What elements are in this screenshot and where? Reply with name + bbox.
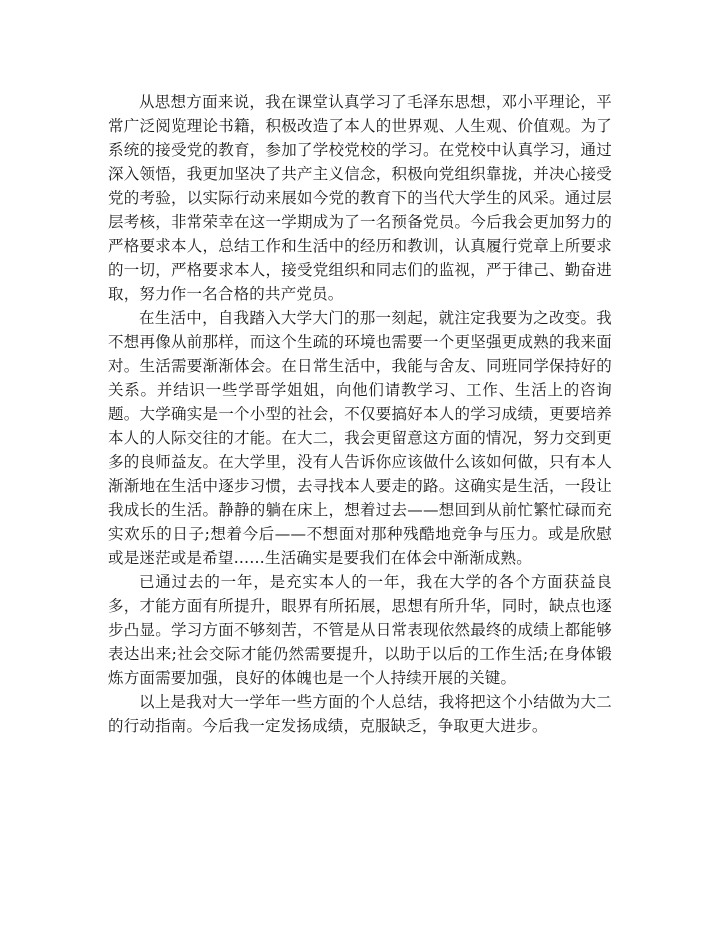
document-body [108,90,612,738]
paragraph-life: 在生活中，自我踏入大学大门的那一刻起，就注定我要为之改变。我不想再像从前那样，而这个生疏的环境也需要一个更坚强更成熟的我来面对。生活需要渐渐体会。在日常生活中，我能与舍友、同班同学保持好的关系。并结识一些学哥学姐姐，向他们请教学习、工作、生活上的咨询题。大学确实是一个小型的社会，不仅要搞好本人的学习成绩，更要培养本人的人际交往的才能。在大二，我会更留意这方面的情况，努力交到更多的良师益友。在大学里，没有人告诉你应该做什么该如何做，只有本人渐渐地在生活中逐步习惯，去寻找本人要走的路。这确实是生活，一段让我成长的生活。静静的躺在床上，想着过去——想回到从前忙繁忙碌而充实欢乐的日子;想着今后——不想面对那种残酷地竞争与压力。或是欣慰或是迷茫或是希望……生活确实是要我们在体会中渐渐成熟。 [108,309,612,567]
paragraph-review: 已通过去的一年，是充实本人的一年，我在大学的各个方面获益良多，才能方面有所提升，眼界有所拓展，思想有所升华，同时，缺点也逐步凸显。学习方面不够刻苦，不管是从日常表现依然最终的成绩上都能够表达出来;社会交际才能仍然需要提升，以助于以后的工作生活;在身体锻炼方面需要加强，良好的体魄也是一个人持续开展的关键。 [108,573,612,687]
paragraph-ideology: 从思想方面来说，我在课堂认真学习了毛泽东思想，邓小平理论，平常广泛阅览理论书籍，积极改造了本人的世界观、人生观、价值观。为了系统的接受党的教育，参加了学校党校的学习。在党校中认真学习，通过深入领悟，我更加坚决了共产主义信念，积极向党组织靠拢，并决心接受党的考验，以实际行动来展如今党的教育下的当代大学生的风采。通过层层考核，非常荣幸在这一学期成为了一名预备党员。今后我会更加努力的严格要求本人，总结工作和生活中的经历和教训，认真履行党章上所要求的一切，严格要求本人，接受党组织和同志们的监视，严于律己、勤奋进取，努力作一名合格的共产党员。 [108,93,612,303]
paragraph-conclusion: 以上是我对大一学年一些方面的个人总结，我将把这个小结做为大二的行动指南。今后我一定发扬成绩，克服缺乏，争取更大进步。 [108,693,612,735]
